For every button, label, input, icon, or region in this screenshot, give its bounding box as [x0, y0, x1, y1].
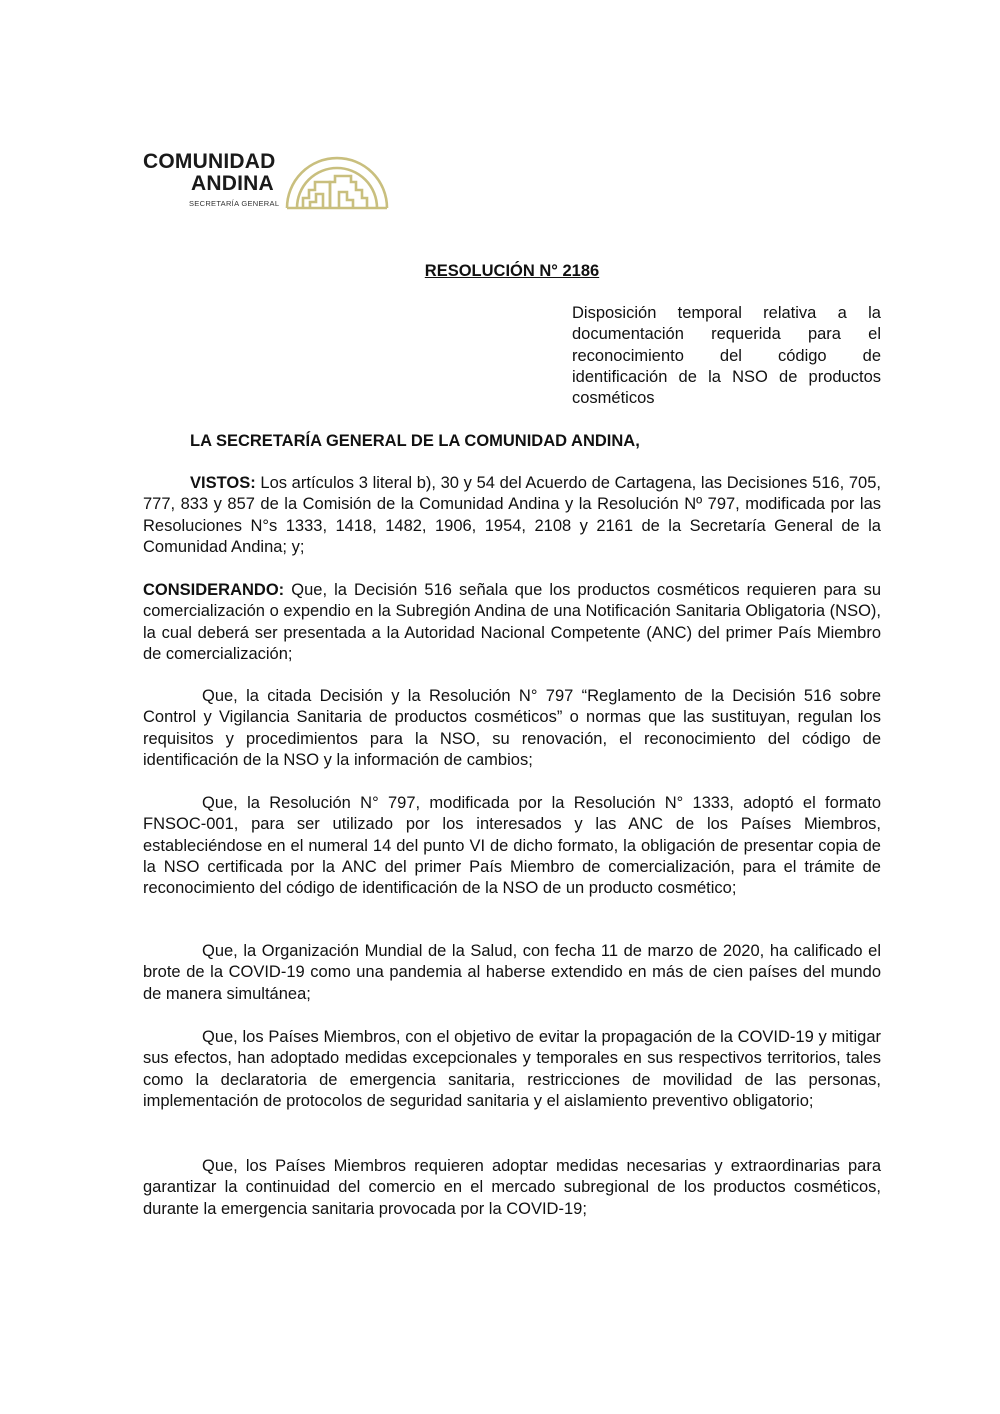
- andean-steps-emblem-icon: [283, 152, 391, 210]
- considerando-paragraph-4: [143, 941, 881, 1005]
- issuing-authority-heading: LA SECRETARÍA GENERAL DE LA COMUNIDAD ANDINA,: [190, 432, 640, 450]
- paragraph-text: Que, los Países Miembros requieren adoptar medidas necesarias y extraordinarias para garantizar la continuidad del comercio en el mercado subregional de los productos cosméticos, durante la emergencia sanitaria provocada por la COVID-19;: [143, 1157, 881, 1218]
- paragraph-text: Que, los Países Miembros, con el objetivo de evitar la propagación de la COVID-19 y mitigar sus efectos, han adoptado medidas excepcionales y temporales en sus respectivos territorios, tales como la declaratoria de emergencia sanitaria, restricciones de movilidad de las personas, implementación de protocolos de seguridad sanitaria y el aislamiento preventivo obligatorio;: [143, 1028, 881, 1110]
- considerando-paragraph-5: [143, 1027, 881, 1112]
- considerando-paragraph: [143, 580, 881, 665]
- considerando-lead: CONSIDERANDO:: [143, 581, 285, 599]
- considerando-paragraph-3: [143, 793, 881, 899]
- considerando-paragraph-6: [143, 1156, 881, 1220]
- logo-text-comunidad: COMUNIDAD: [143, 150, 276, 173]
- resolution-title: RESOLUCIÓN N° 2186: [424, 262, 600, 280]
- paragraph-text: Que, la Organización Mundial de la Salud, con fecha 11 de marzo de 2020, ha calificado el brote de la COVID-19 como una pandemia al haberse extendido en más de cien países del mundo de manera simultánea;: [143, 942, 881, 1003]
- considerando-text: Que, la Decisión 516 señala que los productos cosméticos requieren para su comercialización o expendio en la Subregión Andina de una Notificación Sanitaria Obligatoria (NSO), la cual deberá ser presentada a la Autoridad Nacional Competente (ANC) del primer País Miembro de comercialización;: [143, 581, 881, 663]
- logo-text-andina: ANDINA: [191, 172, 274, 195]
- vistos-lead: VISTOS:: [190, 474, 256, 492]
- vistos-text: Los artículos 3 literal b), 30 y 54 del Acuerdo de Cartagena, las Decisiones 516, 705, 777, 833 y 857 de la Comisión de la Comunidad Andina y la Resolución Nº 797, modificada por las Resoluciones N°s 1333, 1418, 1482, 1906, 1954, 2108 y 2161 de la Secretaría General de la Comunidad Andina; y;: [143, 474, 881, 556]
- resolution-summary: Disposición temporal relativa a la documentación requerida para el reconocimiento del código de identificación de la NSO de productos cosméticos: [572, 304, 881, 408]
- considerando-paragraph-2: [143, 686, 881, 771]
- paragraph-text: Que, la citada Decisión y la Resolución N° 797 “Reglamento de la Decisión 516 sobre Control y Vigilancia Sanitaria de productos cosméticos” o normas que las sustituyan, regulan los requisitos y procedimientos para la NSO, su renovación, el reconocimiento del código de identificación de la NSO y la información de cambios;: [143, 687, 881, 769]
- paragraph-text: Que, la Resolución N° 797, modificada por la Resolución N° 1333, adoptó el formato FNSOC-001, para ser utilizado por los interesados y las ANC de los Países Miembros, estableciéndose en el numeral 14 del punto VI de dicho formato, la obligación de presentar copia de la NSO certificada por la ANC del primer País Miembro de comercialización, para el trámite de reconocimiento del código de identificación de la NSO de un producto cosmético;: [143, 794, 881, 898]
- vistos-paragraph: [143, 473, 881, 558]
- logo-text-secretaria: SECRETARÍA GENERAL: [189, 199, 280, 208]
- comunidad-andina-logo: [143, 150, 393, 214]
